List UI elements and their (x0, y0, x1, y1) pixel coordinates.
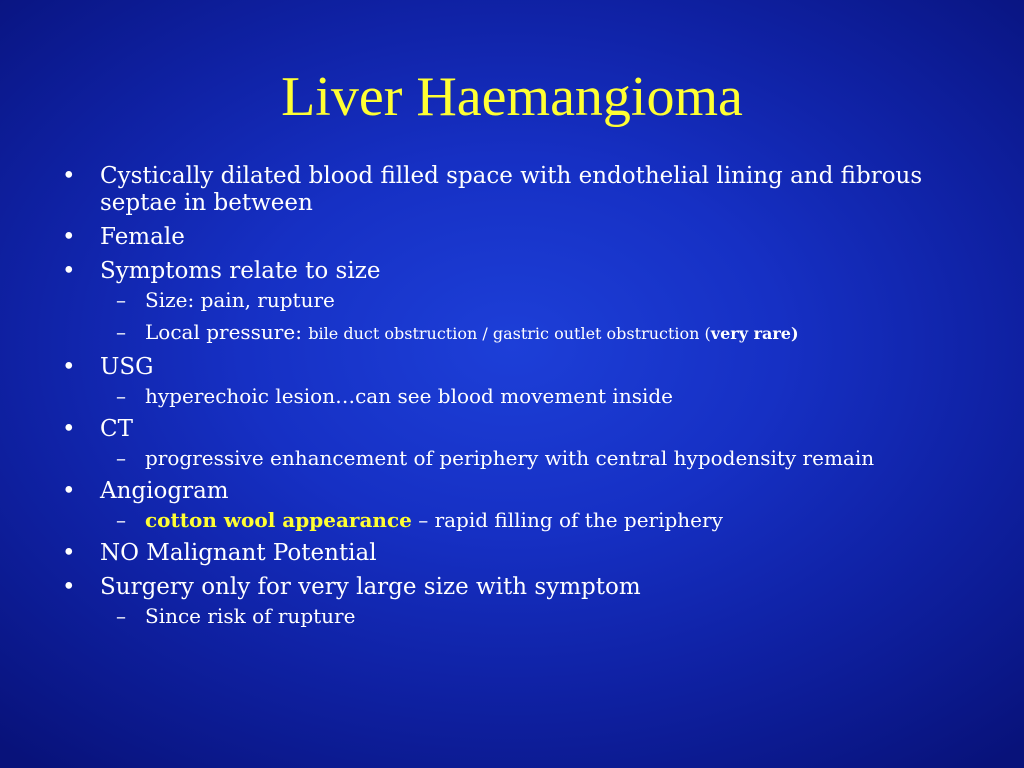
sub-bullet-rest: – rapid filling of the periphery (411, 508, 723, 532)
sub-bullet-mark: – (116, 288, 126, 312)
sub-bullet-mark: – (116, 604, 126, 628)
sub-bullet-emphasis: very rare) (710, 324, 799, 343)
bullet-item (62, 354, 962, 408)
bullet-mark: • (62, 416, 76, 442)
sub-bullet-highlight: cotton wool appearance (145, 508, 412, 532)
bullet-list (62, 163, 962, 636)
bullet-item (62, 478, 962, 532)
sub-bullet-item (100, 320, 962, 346)
sub-bullet-item (100, 604, 962, 628)
bullet-mark: • (62, 478, 76, 504)
sub-bullet-item (100, 384, 962, 408)
sub-bullet-mark: – (116, 320, 126, 344)
bullet-item (62, 416, 962, 470)
sub-bullet-lead: Local pressure: (145, 320, 309, 344)
bullet-item (62, 163, 962, 217)
bullet-mark: • (62, 224, 76, 250)
slide-title: Liver Haemangioma (281, 66, 743, 128)
sub-bullet-list (100, 384, 962, 408)
bullet-mark: • (62, 163, 76, 189)
bullet-text: NO Malignant Potential (100, 540, 377, 566)
bullet-text: Angiogram (100, 478, 229, 504)
bullet-text: CT (100, 416, 133, 442)
bullet-item (62, 574, 962, 628)
bullet-text: Symptoms relate to size (100, 258, 381, 284)
bullet-mark: • (62, 540, 76, 566)
sub-bullet-list (100, 508, 962, 532)
bullet-mark: • (62, 574, 76, 600)
sub-bullet-item (100, 446, 962, 470)
sub-bullet-list (100, 288, 962, 346)
sub-bullet-mark: – (116, 446, 126, 470)
sub-bullet-mark: – (116, 384, 126, 408)
sub-bullet-mark: – (116, 508, 126, 532)
bullet-text: Cystically dilated blood filled space with endothelial lining and fibrous septae in between (100, 163, 923, 216)
bullet-text: Surgery only for very large size with symptom (100, 574, 641, 600)
sub-bullet-text: hyperechoic lesion…can see blood movement inside (145, 384, 673, 408)
bullet-mark: • (62, 258, 76, 284)
bullet-text: USG (100, 354, 154, 380)
sub-bullet-list (100, 446, 962, 470)
sub-bullet-detail: bile duct obstruction / gastric outlet obstruction ( (308, 324, 711, 343)
bullet-item (62, 540, 962, 567)
bullet-item (62, 258, 962, 346)
bullet-item (62, 224, 962, 251)
bullet-text: Female (100, 224, 185, 250)
sub-bullet-list (100, 604, 962, 628)
sub-bullet-item (100, 288, 962, 312)
sub-bullet-text: progressive enhancement of periphery with central hypodensity remain (145, 446, 875, 470)
sub-bullet-text: Since risk of rupture (145, 604, 356, 628)
bullet-mark: • (62, 354, 76, 380)
sub-bullet-text: Size: pain, rupture (145, 288, 335, 312)
sub-bullet-item (100, 508, 962, 532)
